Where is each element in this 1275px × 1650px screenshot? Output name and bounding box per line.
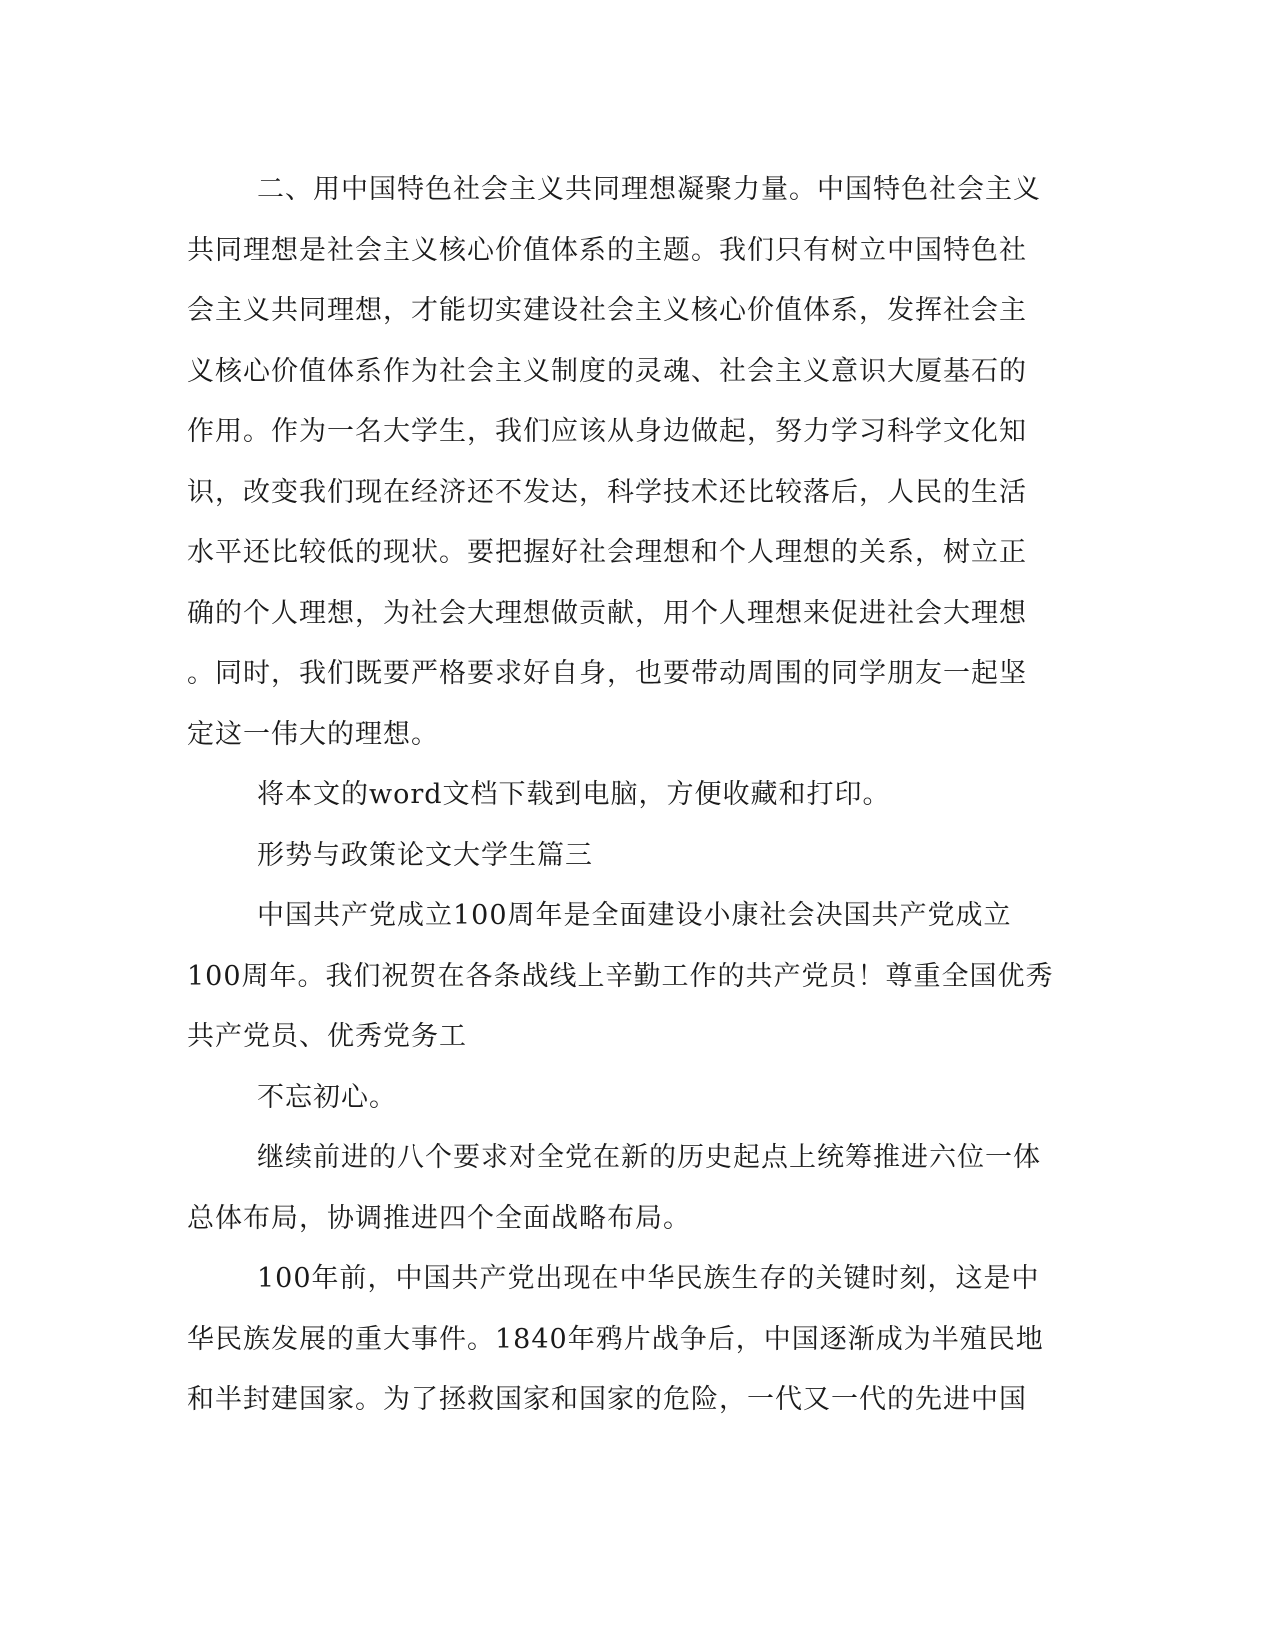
text-line: 共产党员、优秀党务工 [187,1021,467,1052]
text-line: 识，改变我们现在经济还不发达，科学技术还比较落后，人民的生活 [187,476,1027,508]
text-line: 不忘初心。 [257,1081,397,1113]
document-body [187,160,1077,1431]
text-line: 作用。作为一名大学生，我们应该从身边做起，努力学习科学文化知 [187,416,1027,447]
text-line: 义核心价值体系作为社会主义制度的灵魂、社会主义意识大厦基石的 [187,355,1027,387]
text-line: 。同时，我们既要严格要求好自身，也要带动周围的同学朋友一起坚 [187,658,1027,689]
text-line: 共同理想是社会主义核心价值体系的主题。我们只有树立中国特色社 [187,234,1027,266]
paragraph-ideal [187,160,1077,765]
section-title-text: 形势与政策论文大学生篇三 [257,839,593,871]
paragraph-eight-requirements [187,1128,1077,1249]
paragraph-centenary [187,886,1077,1068]
text-line: 确的个人理想，为社会大理想做贡献，用个人理想来促进社会大理想 [187,597,1027,629]
paragraph-original-aspiration [187,1068,1077,1129]
text-line: 二、用中国特色社会主义共同理想凝聚力量。中国特色社会主义 [257,174,1041,205]
text-line: 水平还比较低的现状。要把握好社会理想和个人理想的关系，树立正 [187,537,1027,568]
text-line: 继续前进的八个要求对全党在新的历史起点上统筹推进六位一体 [257,1142,1041,1173]
text-line: 定这一伟大的理想。 [187,718,439,750]
paragraph-download-note [187,765,1077,826]
text-line: 和半封建国家。为了拯救国家和国家的危险，一代又一代的先进中国 [187,1384,1027,1415]
text-line: 会主义共同理想，才能切实建设社会主义核心价值体系，发挥社会主 [187,295,1027,326]
paragraph-history [187,1249,1077,1431]
section-title [187,826,1077,887]
text-line: 100周年。我们祝贺在各条战线上辛勤工作的共产党员！尊重全国优秀 [187,960,1054,992]
text-line: 总体布局，协调推进四个全面战略布局。 [187,1202,691,1234]
text-line: 华民族发展的重大事件。1840年鸦片战争后，中国逐渐成为半殖民地 [187,1323,1044,1355]
text-line: 将本文的word文档下载到电脑，方便收藏和打印。 [257,779,891,810]
text-line: 中国共产党成立100周年是全面建设小康社会决国共产党成立 [257,900,1012,931]
text-line: 100年前，中国共产党出现在中华民族生存的关键时刻，这是中 [257,1263,1040,1294]
